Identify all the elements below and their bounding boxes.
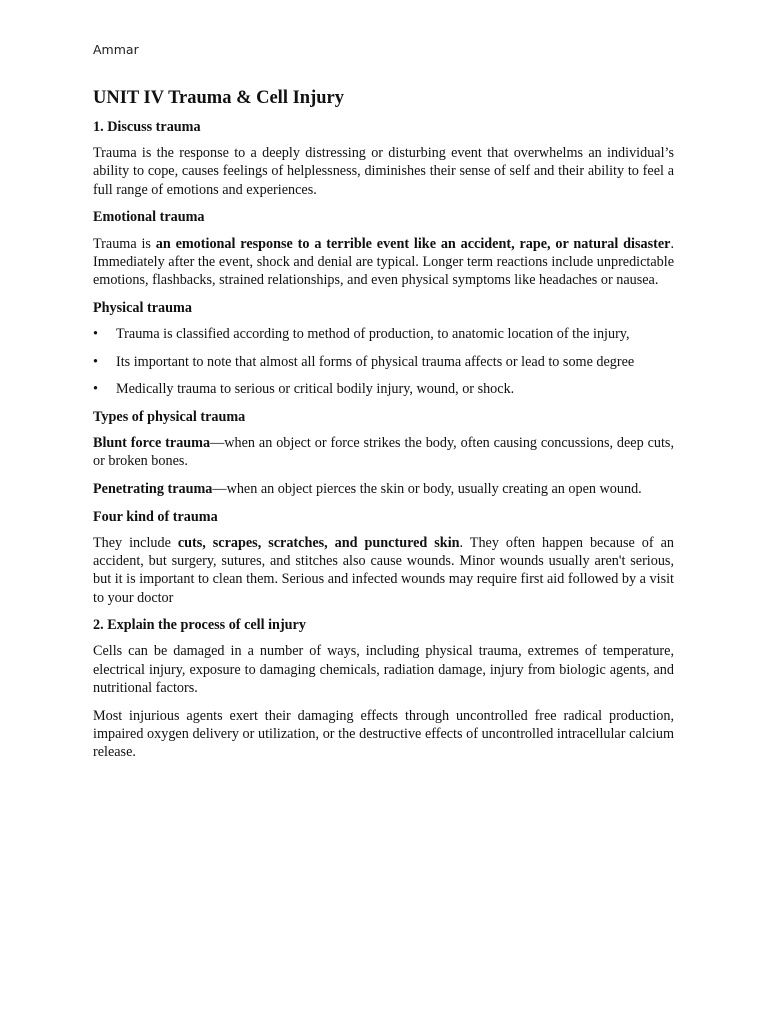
cell-injury-paragraph-1: Cells can be damaged in a number of ways, including physical trauma, extremes of temperature, electrical injury, exposure to damaging chemicals, radiation damage, injury from biologic agents, and nutritional factors. <box>93 643 674 696</box>
question-1-heading: 1. Discuss trauma <box>93 119 201 135</box>
four-kinds-bold-text: cuts, scrapes, scratches, and punctured skin <box>177 534 460 551</box>
list-item <box>93 325 674 343</box>
document-body <box>93 86 674 771</box>
blunt-force-paragraph <box>93 434 674 470</box>
physical-trauma-list <box>93 325 674 399</box>
emotional-trauma-paragraph <box>93 235 674 290</box>
trauma-definition-paragraph: Trauma is the response to a deeply distressing or disturbing event that overwhelms an individual’s ability to cope, causes feelings of helplessness, diminishes their sense of self and their ability to feel a full range of emotions and experiences. <box>93 145 674 198</box>
list-item-text: Trauma is classified according to method of production, to anatomic location of the injury, <box>116 325 630 342</box>
blunt-force-term: Blunt force trauma <box>93 435 211 452</box>
four-kinds-post-text: . They often happen because of an accident, but surgery, sutures, and stitches also cause wounds. Minor wounds usually aren't serious, but it is important to clean them. Serious and infected wounds may require first aid followed by a visit to your doctor <box>93 534 674 606</box>
bullet-icon: • <box>93 325 98 342</box>
emotional-post-text: . Immediately after the event, shock and denial are typical. Longer term reactions include unpredictable emotions, flashbacks, strained relationships, and even physical symptoms like headaches or nausea. <box>93 235 674 288</box>
physical-trauma-heading: Physical trauma <box>93 299 192 316</box>
list-item-text: Medically trauma to serious or critical bodily injury, wound, or shock. <box>116 381 515 398</box>
cell-injury-paragraph-2: Most injurious agents exert their damaging effects through uncontrolled free radical production, impaired oxygen delivery or utilization, or the destructive effects of uncontrolled intracellular calcium release. <box>93 707 674 760</box>
bullet-icon: • <box>93 353 98 370</box>
four-kinds-heading: Four kind of trauma <box>93 508 218 525</box>
emotional-bold-text: an emotional response to a terrible event like an accident, rape, or natural disaster <box>155 235 671 252</box>
types-heading: Types of physical trauma <box>93 408 246 425</box>
page-title: UNIT IV Trauma & Cell Injury <box>93 88 344 108</box>
header-author: Ammar <box>93 42 139 57</box>
penetrating-text: —when an object pierces the skin or body, usually creating an open wound. <box>212 481 642 498</box>
list-item-text: Its important to note that almost all forms of physical trauma affects or lead to some degree <box>116 353 635 370</box>
four-kinds-paragraph <box>93 534 674 607</box>
blunt-force-text: —when an object or force strikes the body, often causing concussions, deep cuts, or broken bones. <box>93 435 675 470</box>
four-kinds-pre-text: They include <box>93 534 178 551</box>
emotional-pre-text: Trauma is <box>93 235 156 252</box>
penetrating-term: Penetrating trauma <box>93 481 213 498</box>
list-item <box>93 380 674 398</box>
penetrating-paragraph <box>93 480 674 498</box>
emotional-trauma-heading: Emotional trauma <box>93 209 205 226</box>
question-2-heading: 2. Explain the process of cell injury <box>93 617 306 634</box>
bullet-icon: • <box>93 381 98 398</box>
list-item <box>93 353 674 371</box>
